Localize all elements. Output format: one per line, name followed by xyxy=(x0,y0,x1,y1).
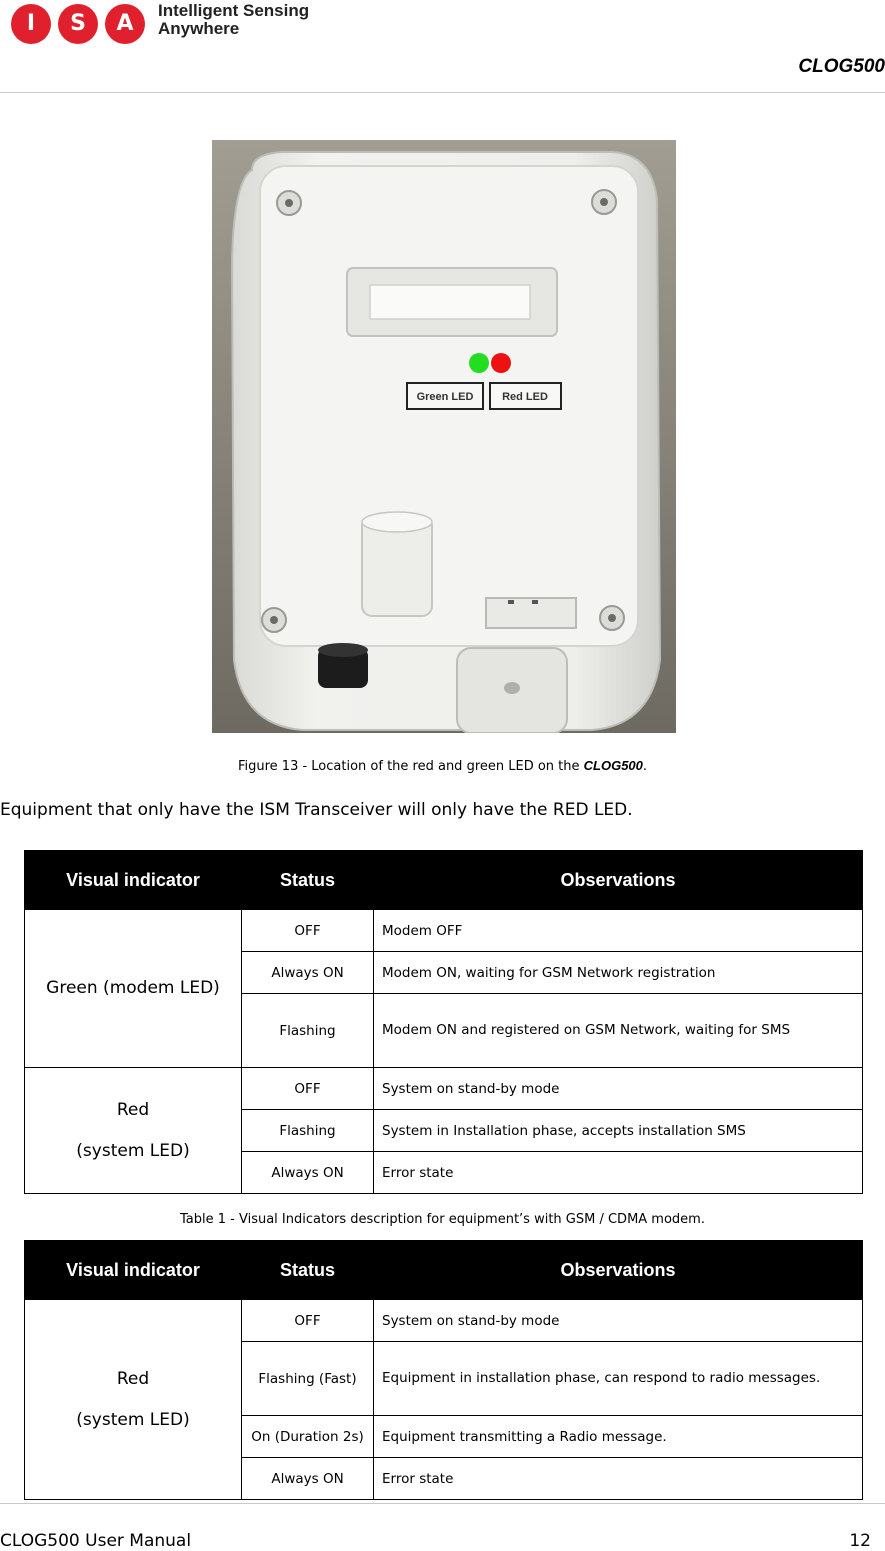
status-cell: Always ON xyxy=(242,1458,374,1500)
table-header-row xyxy=(25,851,863,910)
header-status: Status xyxy=(242,851,374,910)
table-row xyxy=(25,1068,863,1110)
status-cell: Always ON xyxy=(242,952,374,994)
status-cell: On (Duration 2s) xyxy=(242,1416,374,1458)
logo-tagline-line1: Intelligent Sensing xyxy=(158,1,310,20)
indicator-red xyxy=(25,1068,242,1194)
logo-tagline-line2: Anywhere xyxy=(158,19,240,38)
observation-cell: Error state xyxy=(374,1458,863,1500)
figure-caption-product: CLOG500 xyxy=(583,758,643,773)
indicator-red-type: (system LED) xyxy=(76,1409,190,1430)
header-observations: Observations xyxy=(374,1241,863,1300)
header-observations: Observations xyxy=(374,851,863,910)
observation-cell: System on stand-by mode xyxy=(374,1300,863,1342)
figure-caption-suffix: . xyxy=(642,759,648,774)
figure-caption-text: Figure 13 - Location of the red and green LED on the xyxy=(237,759,584,774)
table-row xyxy=(25,910,863,952)
logo-letter-a: A xyxy=(105,4,145,44)
indicator-green: Green (modem LED) xyxy=(25,910,242,1068)
green-led-label: Green LED xyxy=(416,391,474,403)
status-cell: OFF xyxy=(242,910,374,952)
logo-tagline xyxy=(158,2,309,38)
status-cell: Flashing xyxy=(242,1110,374,1152)
observation-cell: System on stand-by mode xyxy=(374,1068,863,1110)
ism-indicator-table xyxy=(24,1240,863,1500)
observation-cell: Modem ON, waiting for GSM Network registration xyxy=(374,952,863,994)
red-led-dot xyxy=(491,353,511,373)
device-photo xyxy=(212,140,676,733)
indicator-red-type: (system LED) xyxy=(76,1140,190,1161)
indicator-red-name: Red xyxy=(116,1099,150,1120)
header-visual-indicator: Visual indicator xyxy=(25,1241,242,1300)
indicator-red xyxy=(25,1300,242,1500)
intro-paragraph: Equipment that only have the ISM Transceiver will only have the RED LED. xyxy=(0,800,633,820)
logo-letter-s: S xyxy=(58,4,98,44)
footer-manual-title: CLOG500 User Manual xyxy=(0,1531,192,1551)
figure-caption xyxy=(0,758,885,774)
observation-cell: Equipment transmitting a Radio message. xyxy=(374,1416,863,1458)
indicator-red-name: Red xyxy=(116,1368,150,1389)
red-led-label: Red LED xyxy=(502,391,548,403)
header-status: Status xyxy=(242,1241,374,1300)
table1-caption: Table 1 - Visual Indicators description for equipment’s with GSM / CDMA modem. xyxy=(180,1212,705,1227)
observation-cell: Modem ON and registered on GSM Network, waiting for SMS xyxy=(374,994,863,1068)
status-cell: Flashing xyxy=(242,994,374,1068)
observation-cell: Modem OFF xyxy=(374,910,863,952)
observation-cell: System in Installation phase, accepts installation SMS xyxy=(374,1110,863,1152)
table-row xyxy=(25,1300,863,1342)
page-header xyxy=(0,0,885,93)
footer-divider xyxy=(0,1503,885,1504)
gsm-indicator-table xyxy=(24,850,863,1194)
logo-letter-i: I xyxy=(11,4,51,44)
status-cell: OFF xyxy=(242,1300,374,1342)
status-cell: Flashing (Fast) xyxy=(242,1342,374,1416)
header-visual-indicator: Visual indicator xyxy=(25,851,242,910)
status-cell: OFF xyxy=(242,1068,374,1110)
page-number: 12 xyxy=(849,1531,871,1551)
device-illustration xyxy=(212,140,676,733)
status-cell: Always ON xyxy=(242,1152,374,1194)
observation-cell: Equipment in installation phase, can respond to radio messages. xyxy=(374,1342,863,1416)
observation-cell: Error state xyxy=(374,1152,863,1194)
document-title: CLOG500 xyxy=(798,56,885,77)
table-header-row xyxy=(25,1241,863,1300)
green-led-dot xyxy=(469,353,489,373)
